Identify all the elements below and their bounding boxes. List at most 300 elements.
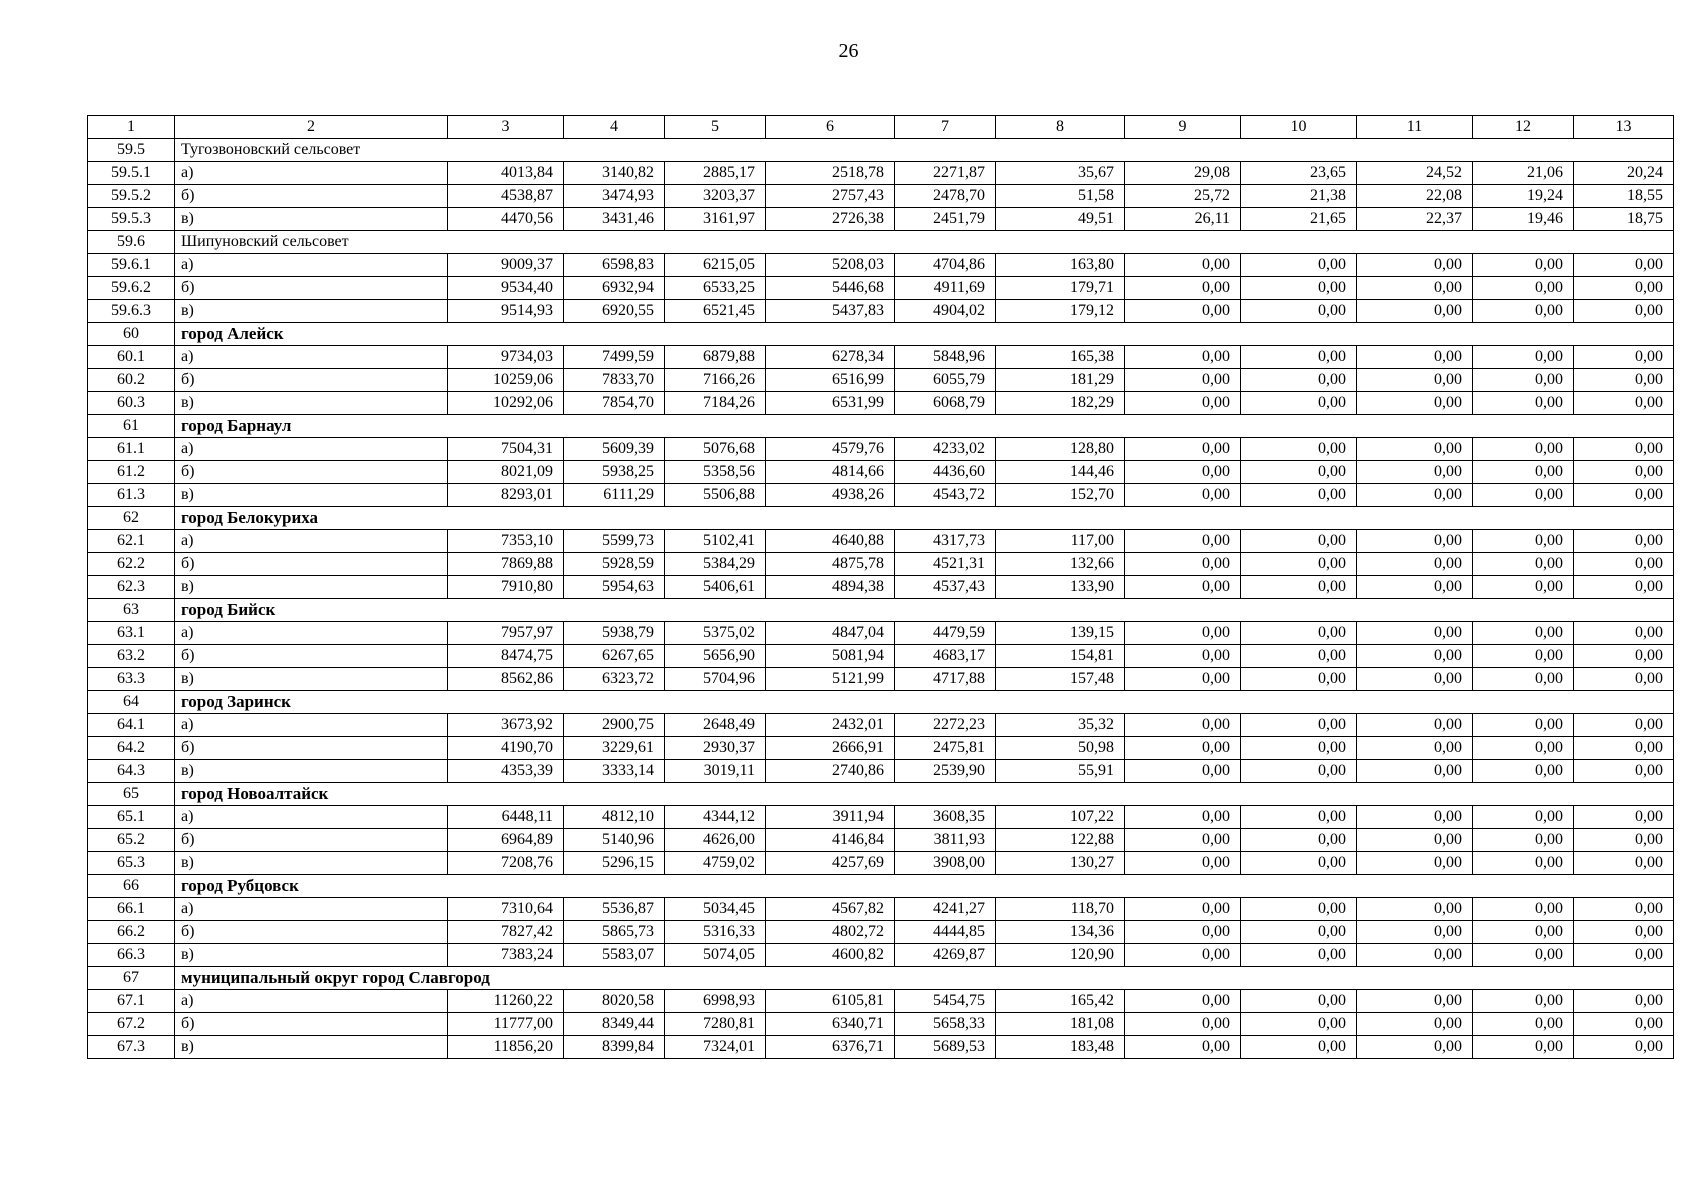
value-cell: 5609,39 xyxy=(564,438,665,461)
value-cell: 55,91 xyxy=(996,760,1125,783)
value-cell: 5102,41 xyxy=(665,530,766,553)
section-number: 67 xyxy=(88,967,175,990)
value-cell: 5506,88 xyxy=(665,484,766,507)
value-cell: 165,42 xyxy=(996,990,1125,1013)
value-cell: 0,00 xyxy=(1473,944,1574,967)
value-cell: 11260,22 xyxy=(448,990,564,1013)
row-label: б) xyxy=(175,185,448,208)
column-number-header: 1 xyxy=(88,116,175,139)
value-cell: 2648,49 xyxy=(665,714,766,737)
value-cell: 0,00 xyxy=(1574,254,1674,277)
value-cell: 4190,70 xyxy=(448,737,564,760)
value-cell: 165,38 xyxy=(996,346,1125,369)
section-row xyxy=(88,967,1674,990)
value-cell: 3140,82 xyxy=(564,162,665,185)
section-number: 59.6 xyxy=(88,231,175,254)
value-cell: 3161,97 xyxy=(665,208,766,231)
value-cell: 0,00 xyxy=(1357,760,1473,783)
value-cell: 0,00 xyxy=(1473,576,1574,599)
value-cell: 4802,72 xyxy=(766,921,895,944)
value-cell: 2726,38 xyxy=(766,208,895,231)
value-cell: 128,80 xyxy=(996,438,1125,461)
section-row xyxy=(88,875,1674,898)
row-number: 62.2 xyxy=(88,553,175,576)
value-cell: 0,00 xyxy=(1125,737,1241,760)
value-cell: 3229,61 xyxy=(564,737,665,760)
value-cell: 8562,86 xyxy=(448,668,564,691)
value-cell: 144,46 xyxy=(996,461,1125,484)
value-cell: 181,08 xyxy=(996,1013,1125,1036)
value-cell: 0,00 xyxy=(1357,438,1473,461)
row-label: а) xyxy=(175,162,448,185)
row-label: а) xyxy=(175,898,448,921)
row-label: в) xyxy=(175,852,448,875)
value-cell: 35,67 xyxy=(996,162,1125,185)
value-cell: 0,00 xyxy=(1125,645,1241,668)
value-cell: 0,00 xyxy=(1574,737,1674,760)
row-number: 62.1 xyxy=(88,530,175,553)
value-cell: 7184,26 xyxy=(665,392,766,415)
value-cell: 0,00 xyxy=(1125,921,1241,944)
value-cell: 11777,00 xyxy=(448,1013,564,1036)
value-cell: 0,00 xyxy=(1125,829,1241,852)
value-cell: 4847,04 xyxy=(766,622,895,645)
value-cell: 118,70 xyxy=(996,898,1125,921)
value-cell: 2478,70 xyxy=(895,185,996,208)
value-cell: 9009,37 xyxy=(448,254,564,277)
value-cell: 4567,82 xyxy=(766,898,895,921)
value-cell: 120,90 xyxy=(996,944,1125,967)
value-cell: 132,66 xyxy=(996,553,1125,576)
value-cell: 5583,07 xyxy=(564,944,665,967)
value-cell: 0,00 xyxy=(1473,277,1574,300)
section-row xyxy=(88,323,1674,346)
row-number: 62.3 xyxy=(88,576,175,599)
value-cell: 18,75 xyxy=(1574,208,1674,231)
value-cell: 6998,93 xyxy=(665,990,766,1013)
value-cell: 0,00 xyxy=(1574,898,1674,921)
value-cell: 0,00 xyxy=(1574,944,1674,967)
row-label: в) xyxy=(175,392,448,415)
section-title: город Барнаул xyxy=(175,415,1674,438)
value-cell: 6448,11 xyxy=(448,806,564,829)
value-cell: 0,00 xyxy=(1357,921,1473,944)
value-cell: 0,00 xyxy=(1473,622,1574,645)
value-cell: 4317,73 xyxy=(895,530,996,553)
value-cell: 0,00 xyxy=(1241,392,1357,415)
value-cell: 0,00 xyxy=(1125,760,1241,783)
value-cell: 2740,86 xyxy=(766,760,895,783)
row-number: 67.1 xyxy=(88,990,175,1013)
value-cell: 4911,69 xyxy=(895,277,996,300)
table-row xyxy=(88,921,1674,944)
section-number: 60 xyxy=(88,323,175,346)
value-cell: 0,00 xyxy=(1241,254,1357,277)
value-cell: 0,00 xyxy=(1574,668,1674,691)
value-cell: 5865,73 xyxy=(564,921,665,944)
table-body xyxy=(88,116,1674,1059)
value-cell: 4146,84 xyxy=(766,829,895,852)
value-cell: 107,22 xyxy=(996,806,1125,829)
value-cell: 0,00 xyxy=(1574,277,1674,300)
value-cell: 5437,83 xyxy=(766,300,895,323)
value-cell: 23,65 xyxy=(1241,162,1357,185)
value-cell: 0,00 xyxy=(1125,484,1241,507)
value-cell: 5358,56 xyxy=(665,461,766,484)
value-cell: 6932,94 xyxy=(564,277,665,300)
row-number: 66.1 xyxy=(88,898,175,921)
row-label: в) xyxy=(175,668,448,691)
value-cell: 134,36 xyxy=(996,921,1125,944)
value-cell: 0,00 xyxy=(1125,1013,1241,1036)
value-cell: 0,00 xyxy=(1574,1036,1674,1059)
column-number-header: 3 xyxy=(448,116,564,139)
section-title: город Заринск xyxy=(175,691,1674,714)
value-cell: 7353,10 xyxy=(448,530,564,553)
value-cell: 5121,99 xyxy=(766,668,895,691)
value-cell: 0,00 xyxy=(1357,576,1473,599)
value-cell: 0,00 xyxy=(1574,852,1674,875)
table-row xyxy=(88,852,1674,875)
row-label: в) xyxy=(175,484,448,507)
section-title: Шипуновский сельсовет xyxy=(175,231,1674,254)
value-cell: 0,00 xyxy=(1473,1013,1574,1036)
table-row xyxy=(88,438,1674,461)
section-number: 65 xyxy=(88,783,175,806)
table-row xyxy=(88,944,1674,967)
row-label: б) xyxy=(175,369,448,392)
row-label: б) xyxy=(175,553,448,576)
value-cell: 0,00 xyxy=(1241,921,1357,944)
value-cell: 8399,84 xyxy=(564,1036,665,1059)
value-cell: 5536,87 xyxy=(564,898,665,921)
value-cell: 0,00 xyxy=(1574,461,1674,484)
value-cell: 0,00 xyxy=(1574,553,1674,576)
value-cell: 0,00 xyxy=(1241,898,1357,921)
value-cell: 4626,00 xyxy=(665,829,766,852)
row-label: б) xyxy=(175,737,448,760)
value-cell: 0,00 xyxy=(1125,714,1241,737)
value-cell: 4600,82 xyxy=(766,944,895,967)
value-cell: 7910,80 xyxy=(448,576,564,599)
row-label: в) xyxy=(175,944,448,967)
section-number: 62 xyxy=(88,507,175,530)
section-row xyxy=(88,231,1674,254)
table-row xyxy=(88,622,1674,645)
value-cell: 0,00 xyxy=(1241,277,1357,300)
value-cell: 3203,37 xyxy=(665,185,766,208)
value-cell: 4479,59 xyxy=(895,622,996,645)
value-cell: 0,00 xyxy=(1241,461,1357,484)
row-label: б) xyxy=(175,829,448,852)
table-row xyxy=(88,829,1674,852)
value-cell: 0,00 xyxy=(1357,277,1473,300)
value-cell: 6215,05 xyxy=(665,254,766,277)
value-cell: 0,00 xyxy=(1241,622,1357,645)
value-cell: 0,00 xyxy=(1125,530,1241,553)
value-cell: 6340,71 xyxy=(766,1013,895,1036)
value-cell: 0,00 xyxy=(1473,714,1574,737)
value-cell: 0,00 xyxy=(1574,760,1674,783)
value-cell: 0,00 xyxy=(1241,944,1357,967)
value-cell: 0,00 xyxy=(1473,645,1574,668)
section-row xyxy=(88,599,1674,622)
value-cell: 3908,00 xyxy=(895,852,996,875)
value-cell: 0,00 xyxy=(1473,346,1574,369)
value-cell: 7869,88 xyxy=(448,553,564,576)
row-number: 64.3 xyxy=(88,760,175,783)
value-cell: 0,00 xyxy=(1241,990,1357,1013)
row-number: 67.2 xyxy=(88,1013,175,1036)
value-cell: 0,00 xyxy=(1473,553,1574,576)
section-row xyxy=(88,507,1674,530)
row-number: 59.5.3 xyxy=(88,208,175,231)
row-label: а) xyxy=(175,714,448,737)
column-number-header: 5 xyxy=(665,116,766,139)
value-cell: 0,00 xyxy=(1473,921,1574,944)
row-number: 63.2 xyxy=(88,645,175,668)
row-number: 59.6.1 xyxy=(88,254,175,277)
value-cell: 2900,75 xyxy=(564,714,665,737)
value-cell: 0,00 xyxy=(1241,300,1357,323)
value-cell: 2451,79 xyxy=(895,208,996,231)
value-cell: 4640,88 xyxy=(766,530,895,553)
value-cell: 5689,53 xyxy=(895,1036,996,1059)
value-cell: 6055,79 xyxy=(895,369,996,392)
value-cell: 6068,79 xyxy=(895,392,996,415)
table-row xyxy=(88,346,1674,369)
value-cell: 139,15 xyxy=(996,622,1125,645)
value-cell: 22,37 xyxy=(1357,208,1473,231)
row-label: а) xyxy=(175,438,448,461)
section-title: город Новоалтайск xyxy=(175,783,1674,806)
value-cell: 6516,99 xyxy=(766,369,895,392)
value-cell: 35,32 xyxy=(996,714,1125,737)
value-cell: 4538,87 xyxy=(448,185,564,208)
value-cell: 6111,29 xyxy=(564,484,665,507)
value-cell: 4436,60 xyxy=(895,461,996,484)
value-cell: 5938,25 xyxy=(564,461,665,484)
row-number: 60.3 xyxy=(88,392,175,415)
value-cell: 4814,66 xyxy=(766,461,895,484)
value-cell: 0,00 xyxy=(1125,852,1241,875)
value-cell: 10259,06 xyxy=(448,369,564,392)
value-cell: 0,00 xyxy=(1357,806,1473,829)
value-cell: 5076,68 xyxy=(665,438,766,461)
row-label: в) xyxy=(175,1036,448,1059)
value-cell: 0,00 xyxy=(1574,484,1674,507)
value-cell: 9514,93 xyxy=(448,300,564,323)
table-row xyxy=(88,461,1674,484)
value-cell: 0,00 xyxy=(1357,346,1473,369)
value-cell: 2539,90 xyxy=(895,760,996,783)
value-cell: 0,00 xyxy=(1473,484,1574,507)
value-cell: 8349,44 xyxy=(564,1013,665,1036)
value-cell: 6278,34 xyxy=(766,346,895,369)
value-cell: 0,00 xyxy=(1357,254,1473,277)
value-cell: 5658,33 xyxy=(895,1013,996,1036)
value-cell: 0,00 xyxy=(1473,668,1574,691)
table-row xyxy=(88,277,1674,300)
value-cell: 4269,87 xyxy=(895,944,996,967)
tariff-table xyxy=(87,115,1674,1059)
value-cell: 0,00 xyxy=(1473,829,1574,852)
row-number: 59.5.2 xyxy=(88,185,175,208)
column-number-header: 12 xyxy=(1473,116,1574,139)
row-number: 60.2 xyxy=(88,369,175,392)
value-cell: 5074,05 xyxy=(665,944,766,967)
column-number-header: 2 xyxy=(175,116,448,139)
value-cell: 0,00 xyxy=(1473,461,1574,484)
value-cell: 0,00 xyxy=(1125,944,1241,967)
value-cell: 0,00 xyxy=(1125,576,1241,599)
value-cell: 0,00 xyxy=(1473,760,1574,783)
value-cell: 24,52 xyxy=(1357,162,1473,185)
value-cell: 8474,75 xyxy=(448,645,564,668)
row-label: а) xyxy=(175,622,448,645)
row-number: 65.1 xyxy=(88,806,175,829)
value-cell: 0,00 xyxy=(1241,530,1357,553)
value-cell: 0,00 xyxy=(1241,645,1357,668)
value-cell: 4894,38 xyxy=(766,576,895,599)
value-cell: 0,00 xyxy=(1357,530,1473,553)
value-cell: 0,00 xyxy=(1473,438,1574,461)
value-cell: 6920,55 xyxy=(564,300,665,323)
value-cell: 4683,17 xyxy=(895,645,996,668)
value-cell: 2885,17 xyxy=(665,162,766,185)
row-number: 61.3 xyxy=(88,484,175,507)
value-cell: 0,00 xyxy=(1241,576,1357,599)
value-cell: 0,00 xyxy=(1357,668,1473,691)
value-cell: 0,00 xyxy=(1574,1013,1674,1036)
value-cell: 0,00 xyxy=(1574,806,1674,829)
value-cell: 4717,88 xyxy=(895,668,996,691)
value-cell: 5599,73 xyxy=(564,530,665,553)
value-cell: 6531,99 xyxy=(766,392,895,415)
value-cell: 181,29 xyxy=(996,369,1125,392)
value-cell: 182,29 xyxy=(996,392,1125,415)
row-label: а) xyxy=(175,990,448,1013)
value-cell: 7504,31 xyxy=(448,438,564,461)
section-title: город Белокуриха xyxy=(175,507,1674,530)
value-cell: 0,00 xyxy=(1241,829,1357,852)
value-cell: 0,00 xyxy=(1125,346,1241,369)
table-row xyxy=(88,1013,1674,1036)
value-cell: 0,00 xyxy=(1357,898,1473,921)
row-number: 63.3 xyxy=(88,668,175,691)
value-cell: 0,00 xyxy=(1357,990,1473,1013)
value-cell: 0,00 xyxy=(1241,369,1357,392)
page-number: 26 xyxy=(838,40,859,62)
table-row xyxy=(88,806,1674,829)
value-cell: 5656,90 xyxy=(665,645,766,668)
section-row xyxy=(88,415,1674,438)
table-row xyxy=(88,668,1674,691)
value-cell: 0,00 xyxy=(1473,254,1574,277)
value-cell: 0,00 xyxy=(1357,369,1473,392)
value-cell: 117,00 xyxy=(996,530,1125,553)
value-cell: 0,00 xyxy=(1125,300,1241,323)
column-number-header: 8 xyxy=(996,116,1125,139)
value-cell: 50,98 xyxy=(996,737,1125,760)
table-row xyxy=(88,898,1674,921)
column-number-header: 9 xyxy=(1125,116,1241,139)
value-cell: 5384,29 xyxy=(665,553,766,576)
row-label: в) xyxy=(175,576,448,599)
value-cell: 0,00 xyxy=(1473,392,1574,415)
value-cell: 6267,65 xyxy=(564,645,665,668)
value-cell: 7827,42 xyxy=(448,921,564,944)
value-cell: 0,00 xyxy=(1125,369,1241,392)
value-cell: 3019,11 xyxy=(665,760,766,783)
row-number: 60.1 xyxy=(88,346,175,369)
value-cell: 0,00 xyxy=(1574,369,1674,392)
table-row xyxy=(88,300,1674,323)
value-cell: 4013,84 xyxy=(448,162,564,185)
column-number-header: 13 xyxy=(1574,116,1674,139)
table-row xyxy=(88,208,1674,231)
value-cell: 0,00 xyxy=(1241,346,1357,369)
value-cell: 5938,79 xyxy=(564,622,665,645)
value-cell: 8020,58 xyxy=(564,990,665,1013)
value-cell: 0,00 xyxy=(1125,622,1241,645)
value-cell: 0,00 xyxy=(1473,300,1574,323)
value-cell: 3911,94 xyxy=(766,806,895,829)
value-cell: 19,24 xyxy=(1473,185,1574,208)
value-cell: 7166,26 xyxy=(665,369,766,392)
column-number-header: 11 xyxy=(1357,116,1473,139)
value-cell: 26,11 xyxy=(1125,208,1241,231)
value-cell: 5454,75 xyxy=(895,990,996,1013)
value-cell: 179,12 xyxy=(996,300,1125,323)
column-number-header: 10 xyxy=(1241,116,1357,139)
value-cell: 0,00 xyxy=(1241,1036,1357,1059)
value-cell: 0,00 xyxy=(1357,737,1473,760)
value-cell: 5954,63 xyxy=(564,576,665,599)
value-cell: 0,00 xyxy=(1125,806,1241,829)
value-cell: 3673,92 xyxy=(448,714,564,737)
value-cell: 0,00 xyxy=(1125,438,1241,461)
value-cell: 7833,70 xyxy=(564,369,665,392)
value-cell: 0,00 xyxy=(1473,530,1574,553)
value-cell: 6879,88 xyxy=(665,346,766,369)
value-cell: 0,00 xyxy=(1574,829,1674,852)
row-number: 59.6.3 xyxy=(88,300,175,323)
value-cell: 0,00 xyxy=(1241,484,1357,507)
table-row xyxy=(88,484,1674,507)
section-title: город Рубцовск xyxy=(175,875,1674,898)
value-cell: 6376,71 xyxy=(766,1036,895,1059)
table-row xyxy=(88,530,1674,553)
value-cell: 154,81 xyxy=(996,645,1125,668)
row-number: 66.2 xyxy=(88,921,175,944)
value-cell: 0,00 xyxy=(1574,714,1674,737)
row-label: в) xyxy=(175,208,448,231)
value-cell: 5704,96 xyxy=(665,668,766,691)
value-cell: 163,80 xyxy=(996,254,1125,277)
row-label: б) xyxy=(175,277,448,300)
value-cell: 6521,45 xyxy=(665,300,766,323)
value-cell: 4904,02 xyxy=(895,300,996,323)
value-cell: 9734,03 xyxy=(448,346,564,369)
value-cell: 4353,39 xyxy=(448,760,564,783)
value-cell: 11856,20 xyxy=(448,1036,564,1059)
table-row xyxy=(88,553,1674,576)
row-number: 64.2 xyxy=(88,737,175,760)
value-cell: 2432,01 xyxy=(766,714,895,737)
value-cell: 21,06 xyxy=(1473,162,1574,185)
value-cell: 0,00 xyxy=(1357,1036,1473,1059)
